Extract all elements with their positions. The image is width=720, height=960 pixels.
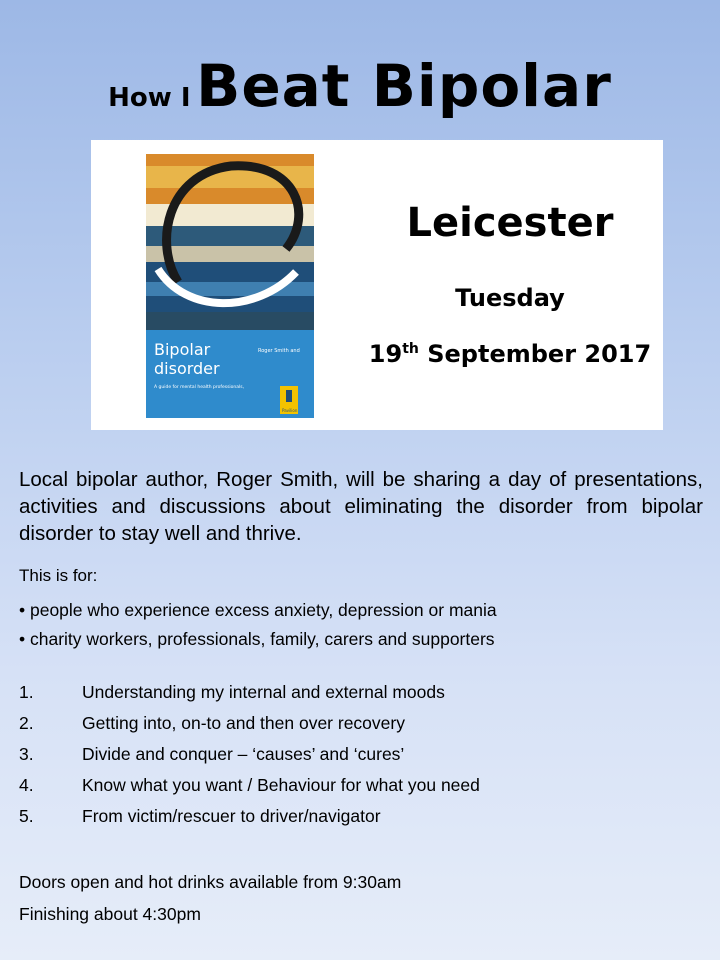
audience-list	[19, 600, 497, 658]
intro-paragraph: Local bipolar author, Roger Smith, will be sharing a day of presentations, activities and discussions about eliminating the disorder from bipolar disorder to stay well and thrive.	[19, 468, 703, 545]
event-city: Leicester	[406, 200, 614, 246]
topic-number: 5.	[19, 806, 34, 826]
topic-item	[19, 682, 480, 713]
audience-item: • charity workers, professionals, family, carers and supporters	[19, 629, 495, 649]
finish-time-text: Finishing about 4:30pm	[19, 904, 201, 924]
book-cover-image	[146, 154, 314, 418]
page-title	[0, 52, 720, 120]
cover-publisher: Pavilion	[282, 408, 298, 413]
event-date-rest: September 2017	[418, 340, 652, 368]
title-big: Beat Bipolar	[196, 52, 612, 120]
topic-list	[19, 682, 480, 837]
topic-item	[19, 713, 480, 744]
topic-text: From victim/rescuer to driver/navigator	[82, 806, 381, 826]
event-day: Tuesday	[455, 284, 565, 312]
event-date-suffix: th	[402, 341, 419, 357]
audience-item: • people who experience excess anxiety, depression or mania	[19, 600, 497, 620]
event-date	[341, 340, 679, 368]
title-small: How I	[108, 83, 191, 113]
event-panel	[91, 140, 663, 430]
topic-number: 4.	[19, 775, 34, 795]
cover-authors: Roger Smith and	[258, 348, 300, 354]
topic-item	[19, 775, 480, 806]
topic-text: Getting into, on-to and then over recovery	[82, 713, 405, 733]
event-date-day: 19	[368, 340, 403, 368]
doors-open-text: Doors open and hot drinks available from 9:30am	[19, 872, 402, 892]
topic-item	[19, 744, 480, 775]
topic-text: Divide and conquer – ‘causes’ and ‘cures’	[82, 744, 405, 764]
topic-text: Know what you want / Behaviour for what you need	[82, 775, 480, 795]
cover-tagline: A guide for mental health professionals,	[154, 385, 245, 390]
topic-number: 3.	[19, 744, 34, 764]
topic-text: Understanding my internal and external moods	[82, 682, 445, 702]
event-info	[19, 872, 401, 936]
topic-number: 1.	[19, 682, 34, 702]
topic-item	[19, 806, 480, 837]
cover-title-line-2: disorder	[154, 359, 220, 378]
cover-title-line-1: Bipolar	[154, 340, 211, 359]
topic-number: 2.	[19, 713, 34, 733]
audience-label: This is for:	[19, 566, 98, 585]
